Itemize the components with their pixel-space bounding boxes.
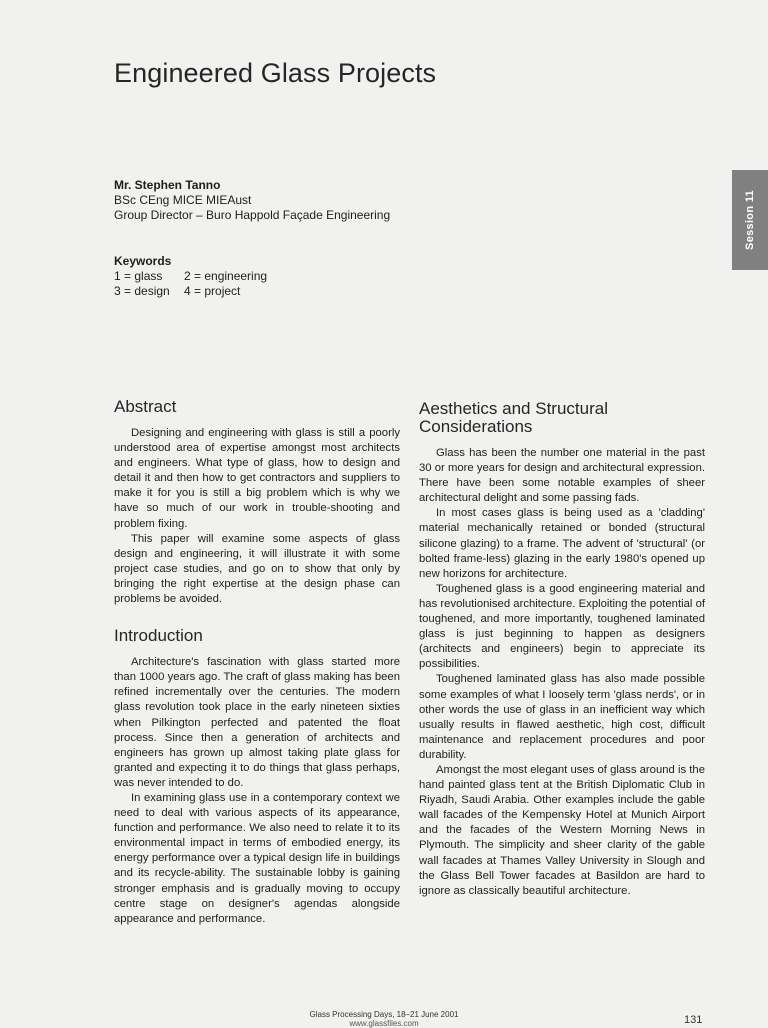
- aesthetics-paragraph: In most cases glass is being used as a 'cladding' material mechanically retained or bonded (structural silicone glazing) to a frame. The advent of 'structural' (or bolted frame-less) glazing in the early 1980's opened up new horizons for architecture.: [419, 507, 705, 580]
- aesthetics-heading: Aesthetics and Structural Considerations: [419, 399, 608, 436]
- aesthetics-paragraph: Toughened laminated glass has also made possible some examples of what I loosely term 'glass nerds', or in other words the use of glass in an inefficient way which usually results in flawed aesthetic, high cost, difficult maintenance and replacement procedures and poor durability.: [419, 673, 705, 761]
- aesthetics-paragraph: Glass has been the number one material in the past 30 or more years for design and architectural expression. There have been some notable examples of sheer architectural delight and some passing fads.: [419, 447, 705, 505]
- footer-conference: Glass Processing Days, 18–21 June 2001: [309, 1010, 459, 1019]
- keywords-row: [114, 284, 254, 299]
- introduction-paragraph: Architecture's fascination with glass started more than 1000 years ago. The craft of glass making has been refined incrementally over the centuries. The modern glass revolution took place in the early nineteen sixties when Pilkington perfected and patented the float process. Since then a generation of architects and engineers has grown up almost taking plate glass for granted and expecting it to do things that glass perhaps, was never intended to do.: [114, 656, 400, 789]
- session-tab: [732, 170, 768, 270]
- left-column: [114, 398, 400, 927]
- author-name: Mr. Stephen Tanno: [114, 178, 221, 192]
- aesthetics-paragraph: Amongst the most elegant uses of glass around is the hand painted glass tent at the British Diplomatic Club in Riyadh, Saudi Arabia. Other examples include the gable wall facades of the Kempensky Hotel at Munich Airport and the facades of the Western Morning News in Plymouth. The simplicity and sheer clarity of the gable wall facades at Thames Valley University in Slough and the Glass Bell Tower facades at Basildon are hard to ignore as classically beautiful architecture.: [419, 763, 705, 897]
- keywords-heading: Keywords: [114, 254, 172, 268]
- abstract-heading: Abstract: [114, 397, 177, 416]
- keyword-2: 2 = engineering: [184, 269, 268, 283]
- abstract-paragraph: Designing and engineering with glass is still a poorly understood area of expertise amongst most architects and engineers. What type of glass, how to design and detail it and then how to get contractors and suppliers to make it for you is still a big problem which is why we have so much of our work in trouble-shooting and problem fixing.: [114, 427, 400, 530]
- abstract-paragraph: This paper will examine some aspects of glass design and engineering, it will illustrate it with some project case studies, and go on to show that only by bringing the right expertise at the design phase can problems be avoided.: [114, 532, 400, 606]
- aesthetics-paragraph: Toughened glass is a good engineering material and has revolutionised architecture. Exploiting the potential of toughened, and more importantly, toughened laminated glass is just beginning to happen as designers (architects and engineers) begin to appreciate its possibilities.: [419, 582, 705, 671]
- author-credentials: BSc CEng MICE MIEAust: [114, 193, 252, 207]
- keyword-1: 1 = glass: [114, 269, 163, 283]
- keywords-row: [114, 269, 268, 284]
- paper-title: Engineered Glass Projects: [114, 58, 437, 88]
- right-column: [419, 400, 705, 899]
- introduction-paragraph: In examining glass use in a contemporary context we need to deal with various aspects of its appearance, function and performance. We also need to relate it to its environmental impact in terms of embodied energy, its energy performance over a typical design life in buildings and its recycle-ability. The sustainable lobby is gaining stronger emphasis and is gradually moving to occupy centre stage on designer's agendas alongside appearance and performance.: [114, 791, 400, 925]
- page-number: 131: [684, 1014, 703, 1026]
- session-tab-label: Session 11: [744, 190, 756, 250]
- footer-url: www.glassfiles.com: [349, 1019, 419, 1028]
- keyword-4: 4 = project: [184, 284, 241, 298]
- introduction-heading: Introduction: [114, 626, 203, 646]
- author-position: Group Director – Buro Happold Façade Engineering: [114, 208, 391, 222]
- keyword-3: 3 = design: [114, 284, 170, 298]
- author-block: [114, 178, 390, 223]
- keywords-block: [114, 254, 268, 299]
